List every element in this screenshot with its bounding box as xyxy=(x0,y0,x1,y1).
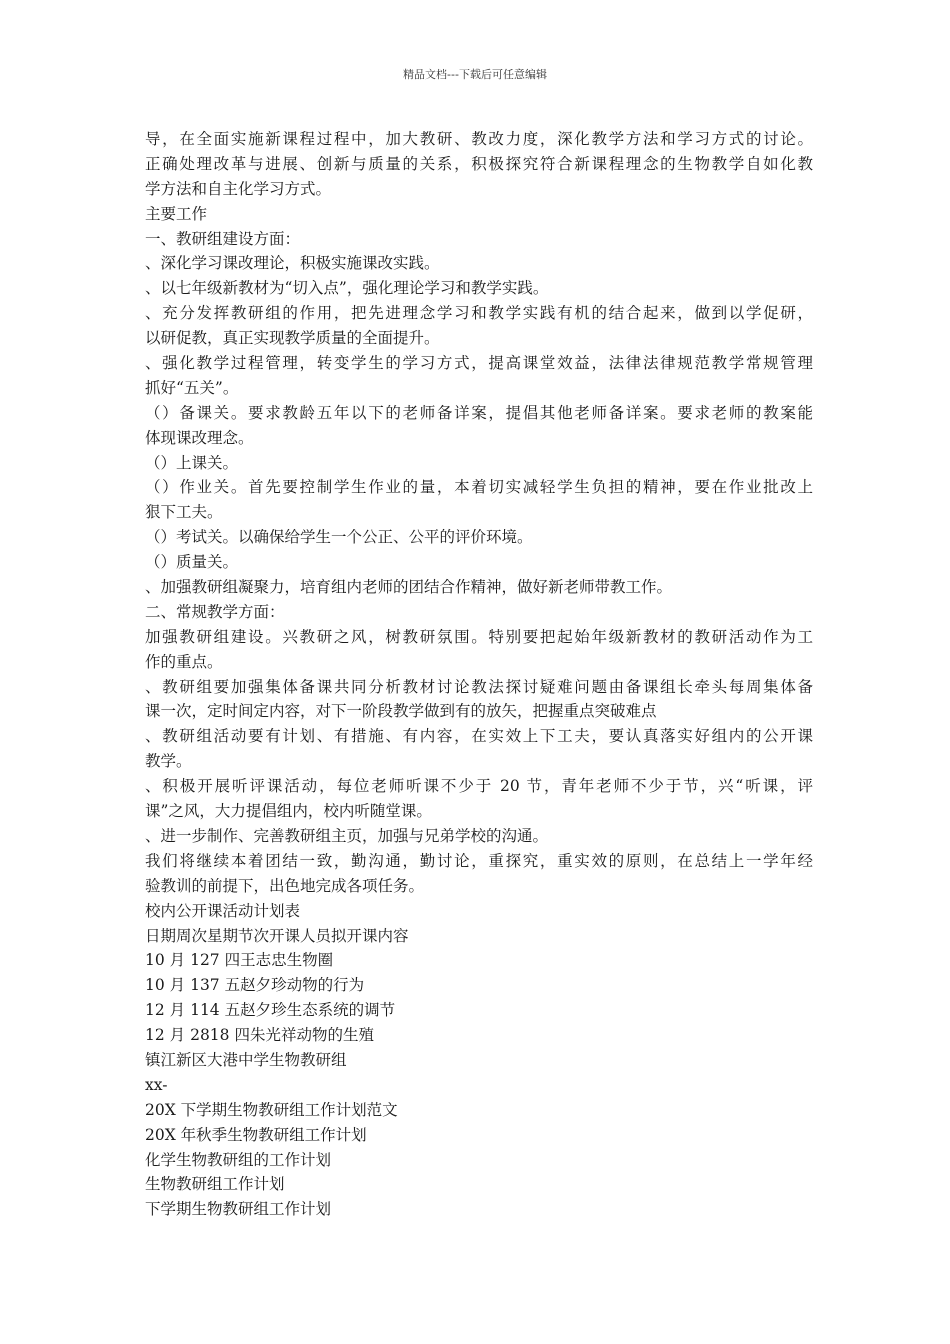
text-line: 主要工作 xyxy=(145,204,208,223)
text-line: 抓好“五关”。 xyxy=(145,378,239,397)
text-line: 加强教研组建设。兴教研之风，树教研氛围。特别要把起始年级新教材的教研活动作为工 xyxy=(145,627,813,646)
text-line: 教学。 xyxy=(145,752,192,771)
document-body xyxy=(145,127,813,1222)
text-line: 我们将继续本着团结一致，勤沟通，勤讨论，重探究，重实效的原则，在总结上一学年经 xyxy=(145,851,813,870)
text-line: （）质量关。 xyxy=(145,553,239,572)
text-line: （）备课关。要求教龄五年以下的老师备详案，提倡其他老师备详案。要求老师的教案能 xyxy=(145,403,813,422)
text-line: 狠下工夫。 xyxy=(145,503,223,522)
text-line: 、积极开展听评课活动，每位老师听课不少于 20 节，青年老师不少于节，兴“听课，评 xyxy=(145,777,813,796)
text-line: 、教研组活动要有计划、有措施、有内容，在实效上下工夫，要认真落实好组内的公开课 xyxy=(145,727,813,746)
text-line: 生物教研组工作计划 xyxy=(145,1175,285,1194)
text-line: 下学期生物教研组工作计划 xyxy=(145,1200,332,1219)
text-line: 、教研组要加强集体备课共同分析教材讨论教法探讨疑难问题由备课组长牵头每周集体备 xyxy=(145,677,813,696)
text-line: 12 月 2818 四朱光祥动物的生殖 xyxy=(145,1026,374,1045)
text-line: 二、常规教学方面： xyxy=(145,602,285,621)
text-line: 12 月 114 五赵夕珍生态系统的调节 xyxy=(145,1001,396,1020)
text-line: 10 月 127 四王志忠生物圈 xyxy=(145,951,334,970)
text-line: 、深化学习课改理论，积极实施课改实践。 xyxy=(145,254,440,273)
text-line: 一、教研组建设方面： xyxy=(145,229,301,248)
text-line: 课一次，定时间定内容，对下一阶段教学做到有的放矢，把握重点突破难点 xyxy=(145,702,657,721)
text-line: 体现课改理念。 xyxy=(145,428,254,447)
text-line: （）考试关。以确保给学生一个公正、公平的评价环境。 xyxy=(145,528,533,547)
text-line: 、强化教学过程管理，转变学生的学习方式，提高课堂效益，法律法律规范教学常规管理 xyxy=(145,354,813,373)
text-line: 、进一步制作、完善教研组主页，加强与兄弟学校的沟通。 xyxy=(145,826,549,845)
text-line: 10 月 137 五赵夕珍动物的行为 xyxy=(145,976,365,995)
text-line: 学方法和自主化学习方式。 xyxy=(145,179,332,198)
text-line: 作的重点。 xyxy=(145,652,223,671)
text-line: xx- xyxy=(145,1075,168,1094)
text-line: 化学生物教研组的工作计划 xyxy=(145,1150,332,1169)
text-line: 、加强教研组凝聚力，培育组内老师的团结合作精神，做好新老师带教工作。 xyxy=(145,578,673,597)
text-line: （）作业关。首先要控制学生作业的量，本着切实减轻学生负担的精神，要在作业批改上 xyxy=(145,478,813,497)
text-line: 、充分发挥教研组的作用，把先进理念学习和教学实践有机的结合起来，做到以学促研， xyxy=(145,304,813,323)
text-line: 校内公开课活动计划表 xyxy=(145,901,301,920)
text-line: 验教训的前提下，出色地完成各项任务。 xyxy=(145,876,425,895)
text-line: 课”之风，大力提倡组内，校内听随堂课。 xyxy=(145,802,432,821)
text-line: 以研促教，真正实现教学质量的全面提升。 xyxy=(145,329,440,348)
text-line: 20X 年秋季生物教研组工作计划 xyxy=(145,1125,367,1144)
text-line: 导，在全面实施新课程过程中，加大教研、教改力度，深化教学方法和学习方式的讨论。 xyxy=(145,130,813,148)
text-line: （）上课关。 xyxy=(145,453,239,472)
text-line: 20X 下学期生物教研组工作计划范文 xyxy=(145,1100,398,1119)
text-line: 、以七年级新教材为“切入点”，强化理论学习和教学实践。 xyxy=(145,279,549,298)
text-line: 正确处理改革与进展、创新与质量的关系，积极探究符合新课程理念的生物教学自如化教 xyxy=(145,154,813,173)
text-line: 镇江新区大港中学生物教研组 xyxy=(145,1050,347,1069)
text-line: 日期周次星期节次开课人员拟开课内容 xyxy=(145,926,409,945)
page-header: 精品文档---下载后可任意编辑 xyxy=(403,68,547,81)
